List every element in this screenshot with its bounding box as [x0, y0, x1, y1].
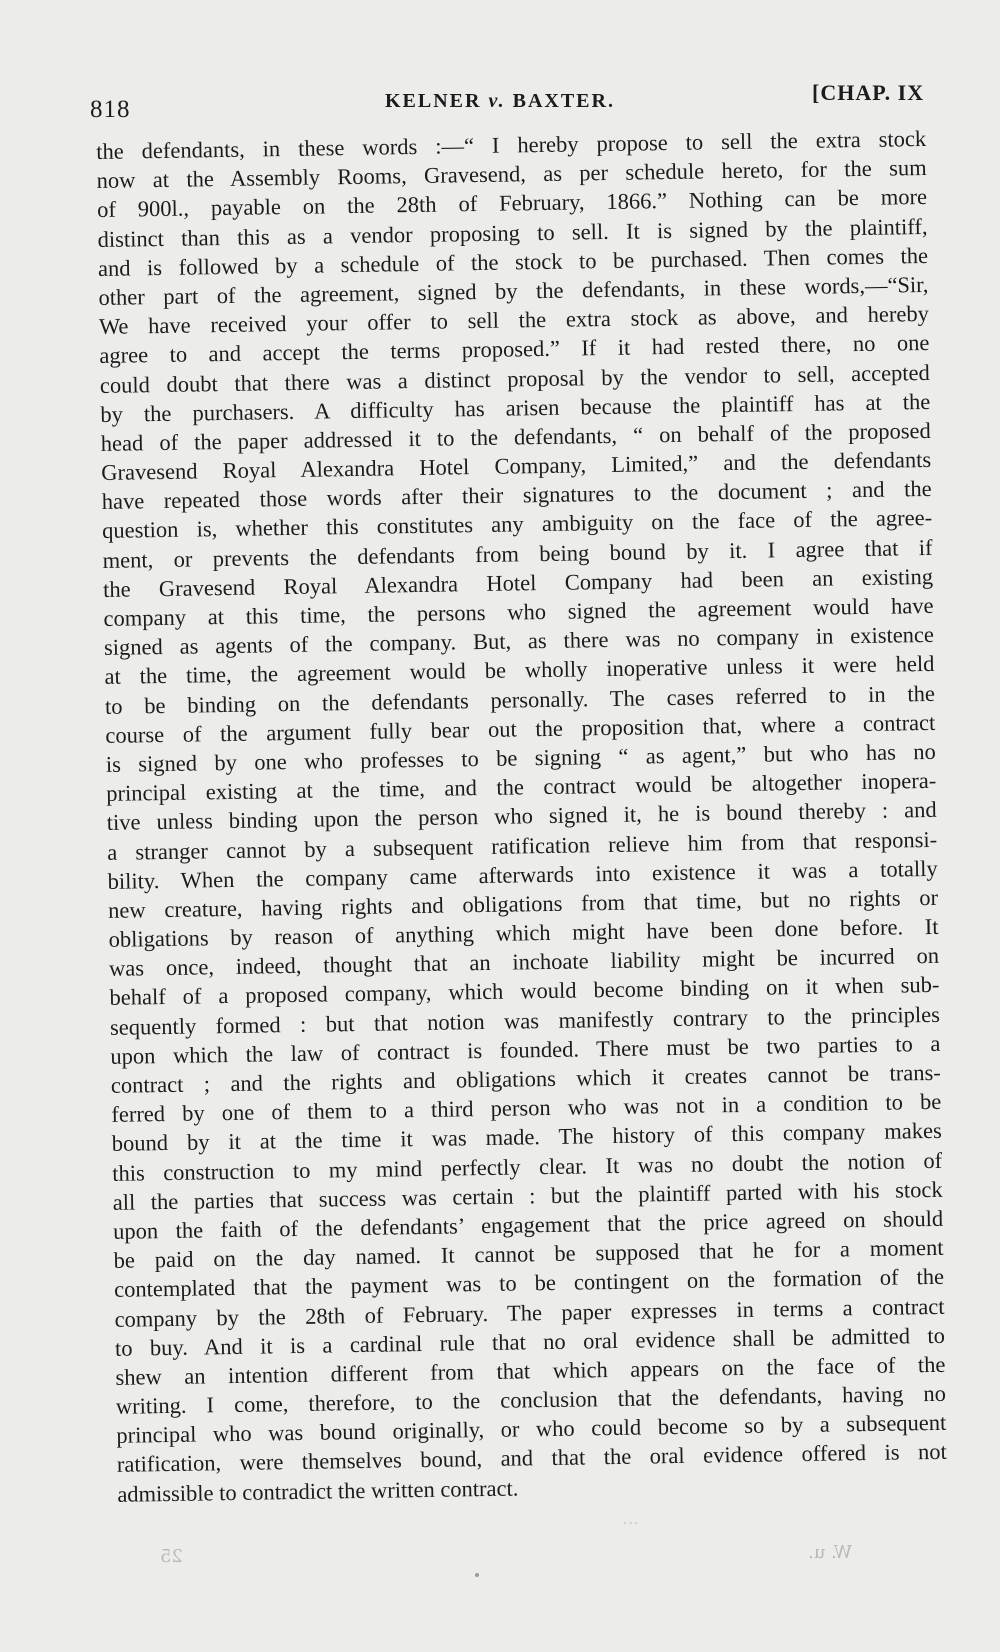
text-line: to buy. And it is a cardinal rule that no oral evidence shall be admitted to	[114, 1322, 946, 1361]
text-line: new creature, having rights and obligations from that time, but no rights or	[107, 884, 939, 923]
text-line: signed as agents of the company. But, as there was no company in existence	[103, 622, 935, 661]
text-line: behalf of a proposed company, which would become binding on it when sub-	[109, 972, 940, 1011]
text-line: ratification, were themselves bound, and that the oral evidence offered is not	[116, 1439, 947, 1478]
text-line: now at the Assembly Rooms, Gravesend, as per schedule hereto, for the sum	[96, 155, 927, 194]
text-line: bound by it at the time it was made. The history of this company makes	[111, 1118, 942, 1157]
running-title-left: KELNER	[385, 90, 482, 112]
text-line: distinct than this as a vendor proposing to sell. It is signed by the plaintiff,	[97, 213, 928, 252]
text-line: is signed by one who professes to be signing “ as agent,” but who has no	[105, 738, 936, 777]
text-line: ment, or prevents the defendants from being bound by it. I agree that if	[102, 534, 933, 573]
text-line: ferred by one of them to a third person who was not in a condition to be	[111, 1089, 942, 1128]
text-line: writing. I come, therefore, to the conclusion that the defendants, having no	[115, 1380, 947, 1419]
text-line: We have received your offer to sell the extra stock as above, and hereby	[98, 301, 930, 340]
text-line: contemplated that the payment was to be contingent on the formation of the	[113, 1264, 945, 1303]
text-line: course of the argument fully bear out the proposition that, where a contract	[105, 709, 936, 748]
show-through-text-right: W. u.	[808, 1542, 853, 1563]
chapter-label: [CHAP. IX	[812, 80, 925, 105]
text-line: at the time, the agreement would be wholly inoperative unless it were held	[104, 651, 935, 690]
page-number: 818	[90, 96, 131, 123]
show-through-text-left: 25	[160, 1546, 183, 1567]
text-line: other part of the agreement, signed by the defendants, in these words,—“Sir,	[98, 271, 929, 310]
text-line: the defendants, in these words :—“ I hereby propose to sell the extra stock	[96, 125, 927, 164]
text-line: shew an intention different from that which appears on the face of the	[115, 1351, 946, 1390]
text-line: of 900l., payable on the 28th of February, 1866.” Nothing can be more	[96, 184, 928, 223]
text-line: contract ; and the rights and obligations which it creates cannot be trans-	[110, 1059, 941, 1098]
running-title-versus: v.	[488, 90, 506, 112]
text-line: by the purchasers. A difficulty has arisen because the plaintiff has at the	[100, 388, 931, 427]
text-line: upon the faith of the defendants’ engagement that the price agreed on should	[112, 1205, 944, 1244]
text-line: this construction to my mind perfectly clear. It was no doubt the notion of	[112, 1147, 943, 1186]
text-line: was once, indeed, thought that an inchoate liability might be incurred on	[108, 943, 940, 982]
text-line: upon which the law of contract is founded. There must be two parties to a	[110, 1030, 941, 1069]
text-line: a stranger cannot by a subsequent ratification relieve him from that responsi-	[107, 826, 938, 865]
text-line: head of the paper addressed it to the defendants, “ on behalf of the proposed	[100, 417, 931, 456]
running-head	[0, 78, 1000, 123]
paper-speck	[475, 1573, 479, 1577]
text-line: to be binding on the defendants personally. The cases referred to in the	[104, 680, 936, 719]
text-line: and is followed by a schedule of the stock to be purchased. Then comes the	[97, 242, 929, 281]
body-text	[96, 124, 947, 1509]
text-line: company by the 28th of February. The paper expresses in terms a contract	[114, 1293, 945, 1332]
text-line: obligations by reason of anything which might have been done before. It	[108, 913, 939, 952]
text-line: tive unless binding upon the person who signed it, he is bound thereby : and	[106, 797, 937, 836]
text-line: principal who was bound originally, or who could become so by a subsequent	[116, 1410, 947, 1449]
text-line: be paid on the day named. It cannot be supposed that he for a moment	[113, 1234, 944, 1273]
text-line: admissible to contradict the written contract.	[117, 1475, 519, 1507]
running-title-right: BAXTER.	[512, 90, 615, 112]
text-line: principal existing at the time, and the contract would be altogether inopera-	[106, 768, 937, 807]
show-through-text-mid: ...	[622, 1508, 640, 1529]
text-line: question is, whether this constitutes any ambiguity on the face of the agree-	[101, 505, 933, 544]
running-title	[385, 90, 615, 113]
text-line: all the parties that success was certain : but the plaintiff parted with his stock	[112, 1176, 943, 1215]
text-line: bility. When the company came afterwards into existence it was a totally	[107, 855, 938, 894]
text-line: company at this time, the persons who signed the agreement would have	[103, 592, 934, 631]
text-line: agree to and accept the terms proposed.” If it had rested there, no one	[99, 330, 930, 369]
text-line: have repeated those words after their signatures to the document ; and the	[101, 476, 932, 515]
text-line: could doubt that there was a distinct proposal by the vendor to sell, accepted	[99, 359, 930, 398]
text-line: sequently formed : but that notion was manifestly contrary to the principles	[109, 1001, 941, 1040]
text-line: the Gravesend Royal Alexandra Hotel Company had been an existing	[102, 563, 934, 602]
text-line: Gravesend Royal Alexandra Hotel Company, Limited,” and the defendants	[101, 446, 932, 486]
